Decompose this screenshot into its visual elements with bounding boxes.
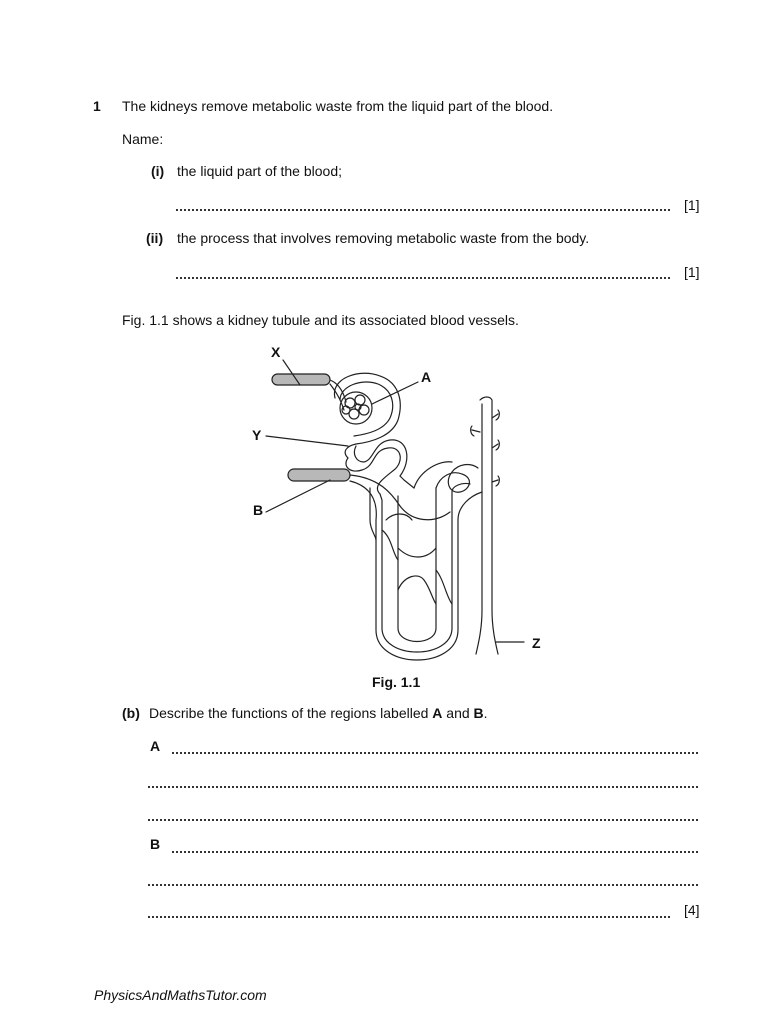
part-ii-answer-line[interactable] <box>176 277 670 279</box>
answer-b-line-2[interactable] <box>148 884 698 886</box>
figure-caption: Fig. 1.1 <box>372 674 421 690</box>
label-z: Z <box>532 635 541 651</box>
leader-y <box>266 436 348 446</box>
part-i-text: the liquid part of the blood; <box>177 163 343 179</box>
figure-intro: Fig. 1.1 shows a kidney tubule and its associated blood vessels. <box>122 312 519 328</box>
efferent-vessel <box>288 469 350 481</box>
leader-b <box>266 480 330 512</box>
peritubular-capillary <box>350 475 450 520</box>
kidney-tubule-diagram <box>240 338 560 668</box>
answer-b-line-1[interactable] <box>172 851 698 853</box>
part-ii-text: the process that involves removing metabolic waste from the body. <box>177 230 590 246</box>
label-b: B <box>253 502 264 518</box>
leader-a <box>372 382 418 404</box>
part-b-text: Describe the functions of the regions labelled A and B. <box>149 705 488 721</box>
part-ii-marks: [1] <box>684 264 700 280</box>
answer-a-line-3[interactable] <box>148 819 698 821</box>
label-a: A <box>421 369 432 385</box>
name-prompt: Name: <box>122 131 164 147</box>
answer-b-line-3[interactable] <box>148 916 670 918</box>
collecting-duct <box>480 397 498 654</box>
answer-a-label: A <box>150 738 161 754</box>
part-i-label: (i) <box>151 163 165 179</box>
part-b-label: (b) <box>122 705 140 721</box>
question-stem: The kidneys remove metabolic waste from the liquid part of the blood. <box>122 98 554 114</box>
part-i-marks: [1] <box>684 197 700 213</box>
label-x: X <box>271 344 281 360</box>
question-number: 1 <box>93 98 101 114</box>
part-i-answer-line[interactable] <box>176 209 670 211</box>
label-y: Y <box>252 427 262 443</box>
answer-b-label: B <box>150 836 161 852</box>
afferent-vessel <box>272 374 330 385</box>
answer-a-line-1[interactable] <box>172 752 698 754</box>
part-ii-label: (ii) <box>146 230 164 246</box>
part-b-marks: [4] <box>684 902 700 918</box>
loop-of-henle <box>380 483 470 652</box>
distal-tubule <box>436 465 478 493</box>
footer-site-name: PhysicsAndMathsTutor.com <box>94 987 267 1003</box>
answer-a-line-2[interactable] <box>148 786 698 788</box>
